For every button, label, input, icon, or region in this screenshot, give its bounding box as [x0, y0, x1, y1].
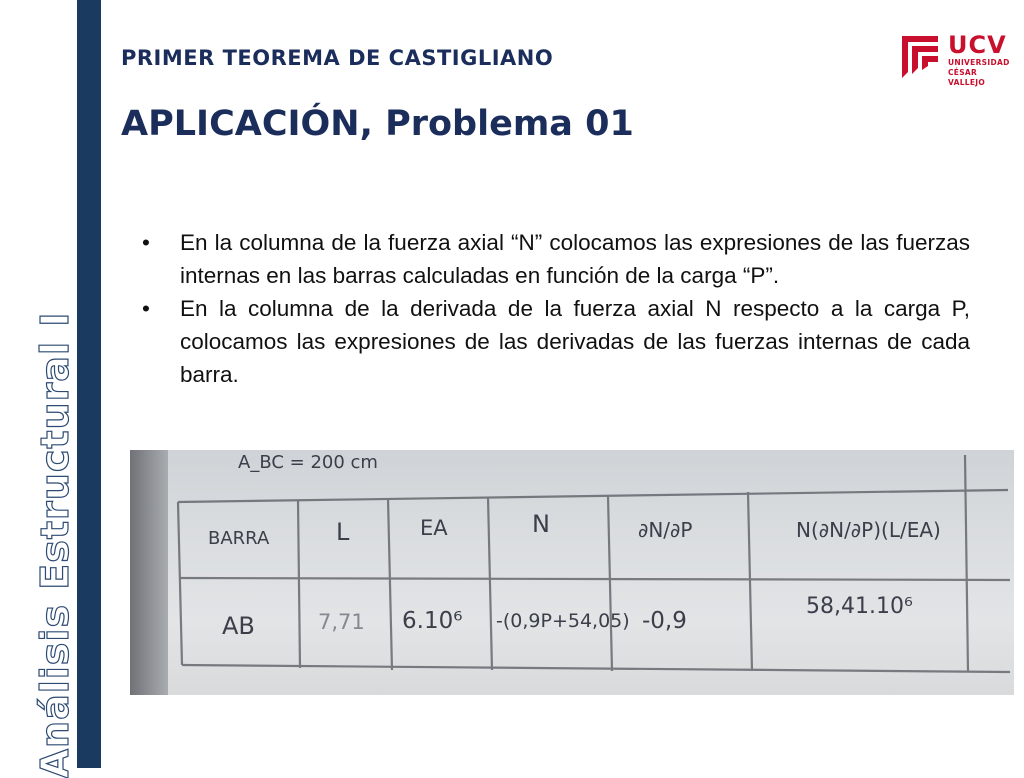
- cell-ea: 6.10⁶: [402, 608, 463, 634]
- ucv-logo: [900, 31, 1010, 87]
- header-product: N(∂N/∂P)(L/EA): [796, 518, 941, 542]
- whiteboard-photo: [130, 450, 1014, 695]
- bullet-dot-icon: •: [142, 230, 150, 255]
- bullet-text: En la columna de la derivada de la fuerza axial N respecto a la carga P, colocamos las expresiones de las derivadas de las fuerzas internas de cada barra.: [180, 296, 970, 387]
- header-derivative: ∂N/∂P: [638, 518, 693, 542]
- logo-line1: UNIVERSIDAD: [948, 58, 1010, 67]
- header-ea: EA: [420, 516, 448, 540]
- cell-barra: AB: [222, 612, 255, 640]
- header-n: N: [532, 510, 550, 538]
- table-grid-lines: [130, 450, 1014, 695]
- bullet-dot-icon: •: [142, 296, 150, 321]
- logo-line2: CÉSAR VALLEJO: [948, 68, 986, 87]
- bullet-list: [142, 226, 970, 391]
- header-l: L: [336, 518, 350, 546]
- bullet-text: En la columna de la fuerza axial “N” colocamos las expresiones de las fuerzas internas en las barras calculadas en función de la carga “P”.: [180, 230, 970, 288]
- cell-product: 58,41.10⁶: [806, 594, 913, 619]
- header-barra: BARRA: [208, 528, 270, 549]
- bullet-item: [142, 292, 970, 391]
- logo-name: UCV: [948, 31, 1007, 59]
- slide-title: APLICACIÓN, Problema 01: [121, 104, 634, 144]
- cell-derivative: -0,9: [642, 608, 687, 634]
- cell-n: -(0,9P+54,05): [496, 610, 630, 632]
- bullet-item: [142, 226, 970, 292]
- cell-l: 7,71: [318, 610, 365, 634]
- sidebar-course-label: Análisis Estructural I: [33, 311, 77, 778]
- whiteboard-note: A_BC = 200 cm: [238, 452, 378, 473]
- ucv-emblem-icon: [900, 32, 940, 80]
- sidebar-bar: [77, 0, 101, 768]
- slide-subtitle: PRIMER TEOREMA DE CASTIGLIANO: [121, 46, 554, 70]
